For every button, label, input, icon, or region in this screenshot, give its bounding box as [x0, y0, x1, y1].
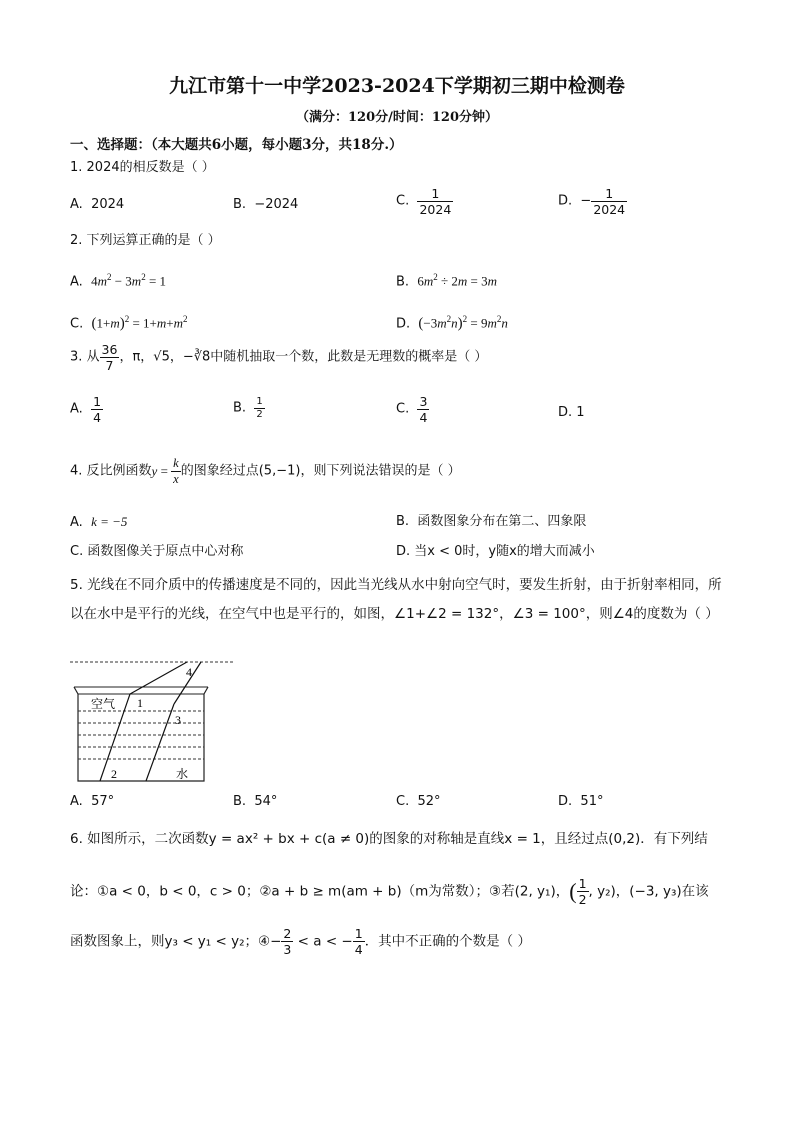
q1-d-label: D. — [558, 193, 573, 209]
section-heading: 一、选择题：（本大题共6小题，每小题3分，共18分.） — [70, 137, 403, 153]
q1-c-num: 1 — [431, 186, 440, 201]
q3-b-label: B. — [233, 400, 247, 416]
q4-x: x — [173, 472, 179, 486]
q5-option-a — [70, 794, 114, 810]
q6-line-2: 论：①a < 0，b < 0，c > 0；②a + b ≥ m(am + b)（m为常数）；③若(2, y₁)，( $\frac{1}{2}$ , y₂)，(−3, y₃)在该 — [70, 876, 709, 907]
q3-b-fraction — [254, 396, 264, 421]
q3-f-num: 36 — [101, 342, 118, 357]
q3-option-c — [396, 394, 429, 425]
q5-option-d — [558, 794, 603, 810]
q3-a-num: 1 — [93, 394, 102, 409]
water-label: 水 — [176, 767, 189, 781]
q5-c-value: 52° — [417, 794, 441, 809]
q3-c-fraction — [417, 394, 429, 425]
q3-option-b — [233, 396, 265, 421]
q5-c-label: C. — [396, 794, 410, 809]
q6-half-fraction — [577, 876, 589, 907]
q6-frac-one-quarter — [353, 926, 365, 957]
q1-d-num: 1 — [605, 186, 614, 201]
q3-option-d — [558, 405, 585, 421]
q4-option-a — [70, 514, 127, 531]
q3-fraction — [100, 342, 120, 373]
q3-stem-pre: 3. 从 — [70, 349, 100, 365]
angle-3-label: 3 — [175, 713, 181, 727]
q1-d-fraction — [591, 186, 627, 217]
q6-line3-d2: 4 — [354, 942, 363, 957]
q1-option-c — [396, 186, 453, 217]
q4-option-d — [396, 544, 595, 560]
q2-option-d: D. $(-3m^2n)^2 = 9m^2n$ — [396, 314, 508, 332]
q6-line3-d1: 3 — [283, 942, 292, 957]
q5-option-c — [396, 794, 441, 810]
q6-line-3 — [70, 926, 531, 957]
q6-line2-den: 2 — [578, 892, 587, 907]
q3-d-value: 1 — [576, 405, 585, 420]
angle-1-label: 1 — [137, 696, 143, 710]
q1-a-label: A. — [70, 197, 83, 212]
q1-c-fraction — [417, 186, 453, 217]
q5-d-value: 51° — [580, 794, 604, 809]
q4-stem: 4. 反比例函数y = $\frac{k}{x}$ 的图象经过点(5,−1)，则下列说法错误的是（ ） — [70, 456, 461, 486]
q4-stem-post: 的图象经过点(5,−1)，则下列说法错误的是（ ） — [180, 463, 461, 479]
q6-line2-num: 1 — [578, 876, 587, 891]
light-ray-2-water — [146, 704, 174, 781]
q3-b-num: 1 — [256, 396, 263, 407]
angle-4-label: 4 — [186, 665, 192, 679]
q4-option-c — [70, 544, 243, 560]
q3-stem — [70, 342, 487, 373]
exam-title: 九江市第十一中学2023-2024下学期初三期中检测卷 — [169, 75, 625, 97]
q1-d-sign: − — [580, 193, 592, 209]
q5-d-label: D. — [558, 794, 573, 809]
q5-text: 5. 光线在不同介质中的传播速度是不同的，因此当光线从水中射向空气时，要发生折射，由于折射率相同，所以在水中是平行的光线，在空气中也是平行的，如图，∠1+∠2 = 132°，∠3 = 100°，则∠4的度数为（ ） — [70, 577, 722, 622]
q3-d-label: D. — [558, 405, 573, 420]
q4-b-label: B. — [396, 514, 410, 529]
q5-a-value: 57° — [91, 794, 115, 809]
q6-line-1: 6. 如图所示，二次函数y = ax² + bx + c(a ≠ 0)的图象的对称轴是直线x = 1，且经过点(0,2)．有下列结 — [70, 831, 708, 847]
q2-stem: 2. 下列运算正确的是（ ） — [70, 233, 221, 248]
q1-b-label: B. — [233, 197, 247, 212]
q4-a-value: k = −5 — [91, 514, 128, 529]
q2-a-label: A. — [70, 274, 83, 290]
q6-line3-mid: < a < − — [293, 933, 353, 950]
q2-b-label: B. — [396, 274, 410, 290]
angle-2-label: 2 — [111, 767, 117, 781]
air-label: 空气 — [91, 697, 116, 711]
q4-c-value: 函数图像关于原点中心对称 — [87, 544, 244, 559]
q3-c-num: 3 — [419, 394, 428, 409]
q5-refraction-figure — [70, 656, 240, 784]
exam-subtitle: （满分：120分/时间：120分钟） — [295, 110, 499, 125]
q4-k: k — [173, 456, 179, 470]
q4-stem-pre: 4. 反比例函数 — [70, 463, 152, 479]
q3-c-den: 4 — [419, 410, 428, 425]
q4-d-label: D. — [396, 544, 411, 559]
q4-option-b — [396, 514, 586, 530]
q2-option-c: C. $(1+m)^2 = 1+m+m^2$ — [70, 314, 188, 332]
q3-a-den: 4 — [93, 410, 102, 425]
q4-d-value: 当x < 0时，y随x的增大而减小 — [414, 544, 595, 559]
q5-b-value: 54° — [254, 794, 278, 809]
q3-stem-post: 中随机抽取一个数，此数是无理数的概率是（ ） — [210, 349, 488, 365]
q5-a-label: A. — [70, 794, 83, 809]
q5-b-label: B. — [233, 794, 247, 809]
q3-c-label: C. — [396, 401, 410, 417]
q4-a-label: A. — [70, 515, 83, 530]
q3-f-den: 7 — [100, 357, 120, 373]
q1-c-den: 2024 — [419, 202, 452, 217]
q4-c-label: C. — [70, 544, 84, 559]
q1-d-den: 2024 — [593, 202, 626, 217]
light-ray-1-air — [130, 662, 187, 694]
q1-a-value: 2024 — [91, 197, 125, 212]
q6-frac-two-thirds — [281, 926, 293, 957]
q3-a-fraction — [91, 394, 103, 425]
q6-line3-pre: 函数图象上，则y₃ < y₁ < y₂；④− — [70, 933, 282, 950]
q4-fraction — [171, 456, 181, 487]
q1-option-d — [558, 186, 627, 217]
q6-line3-post: ．其中不正确的个数是（ ） — [364, 933, 531, 950]
q2-d-label: D. — [396, 316, 411, 332]
q1-c-label: C. — [396, 193, 410, 209]
q3-a-label: A. — [70, 401, 83, 417]
q3-option-a — [70, 394, 103, 425]
q2-option-a: A. $4m^2 - 3m^2 = 1$ — [70, 272, 167, 290]
q6-line3-n2: 1 — [354, 926, 363, 941]
q2-c-label: C. — [70, 316, 84, 332]
q3-b-den: 2 — [256, 409, 263, 420]
q3-stem-mid: ，π，√5，−∛8 — [119, 349, 211, 365]
q4-b-value: 函数图象分布在第二、四象限 — [417, 514, 587, 529]
q1-b-value: −2024 — [254, 197, 299, 212]
q1-option-b — [233, 197, 298, 213]
q6-line3-n1: 2 — [283, 926, 292, 941]
q6-line2-post: , y₂)，(−3, y₃)在该 — [588, 883, 709, 900]
q5-option-b — [233, 794, 277, 810]
q2-option-b: B. $6m^2 \div 2m = 3m$ — [396, 272, 497, 290]
q6-line2-pre: 论：①a < 0，b < 0，c > 0；②a + b ≥ m(am + b)（m为常数）；③若(2, y₁)， — [70, 883, 570, 900]
q1-stem: 1. 2024的相反数是（ ） — [70, 160, 215, 175]
q1-option-a — [70, 197, 124, 213]
